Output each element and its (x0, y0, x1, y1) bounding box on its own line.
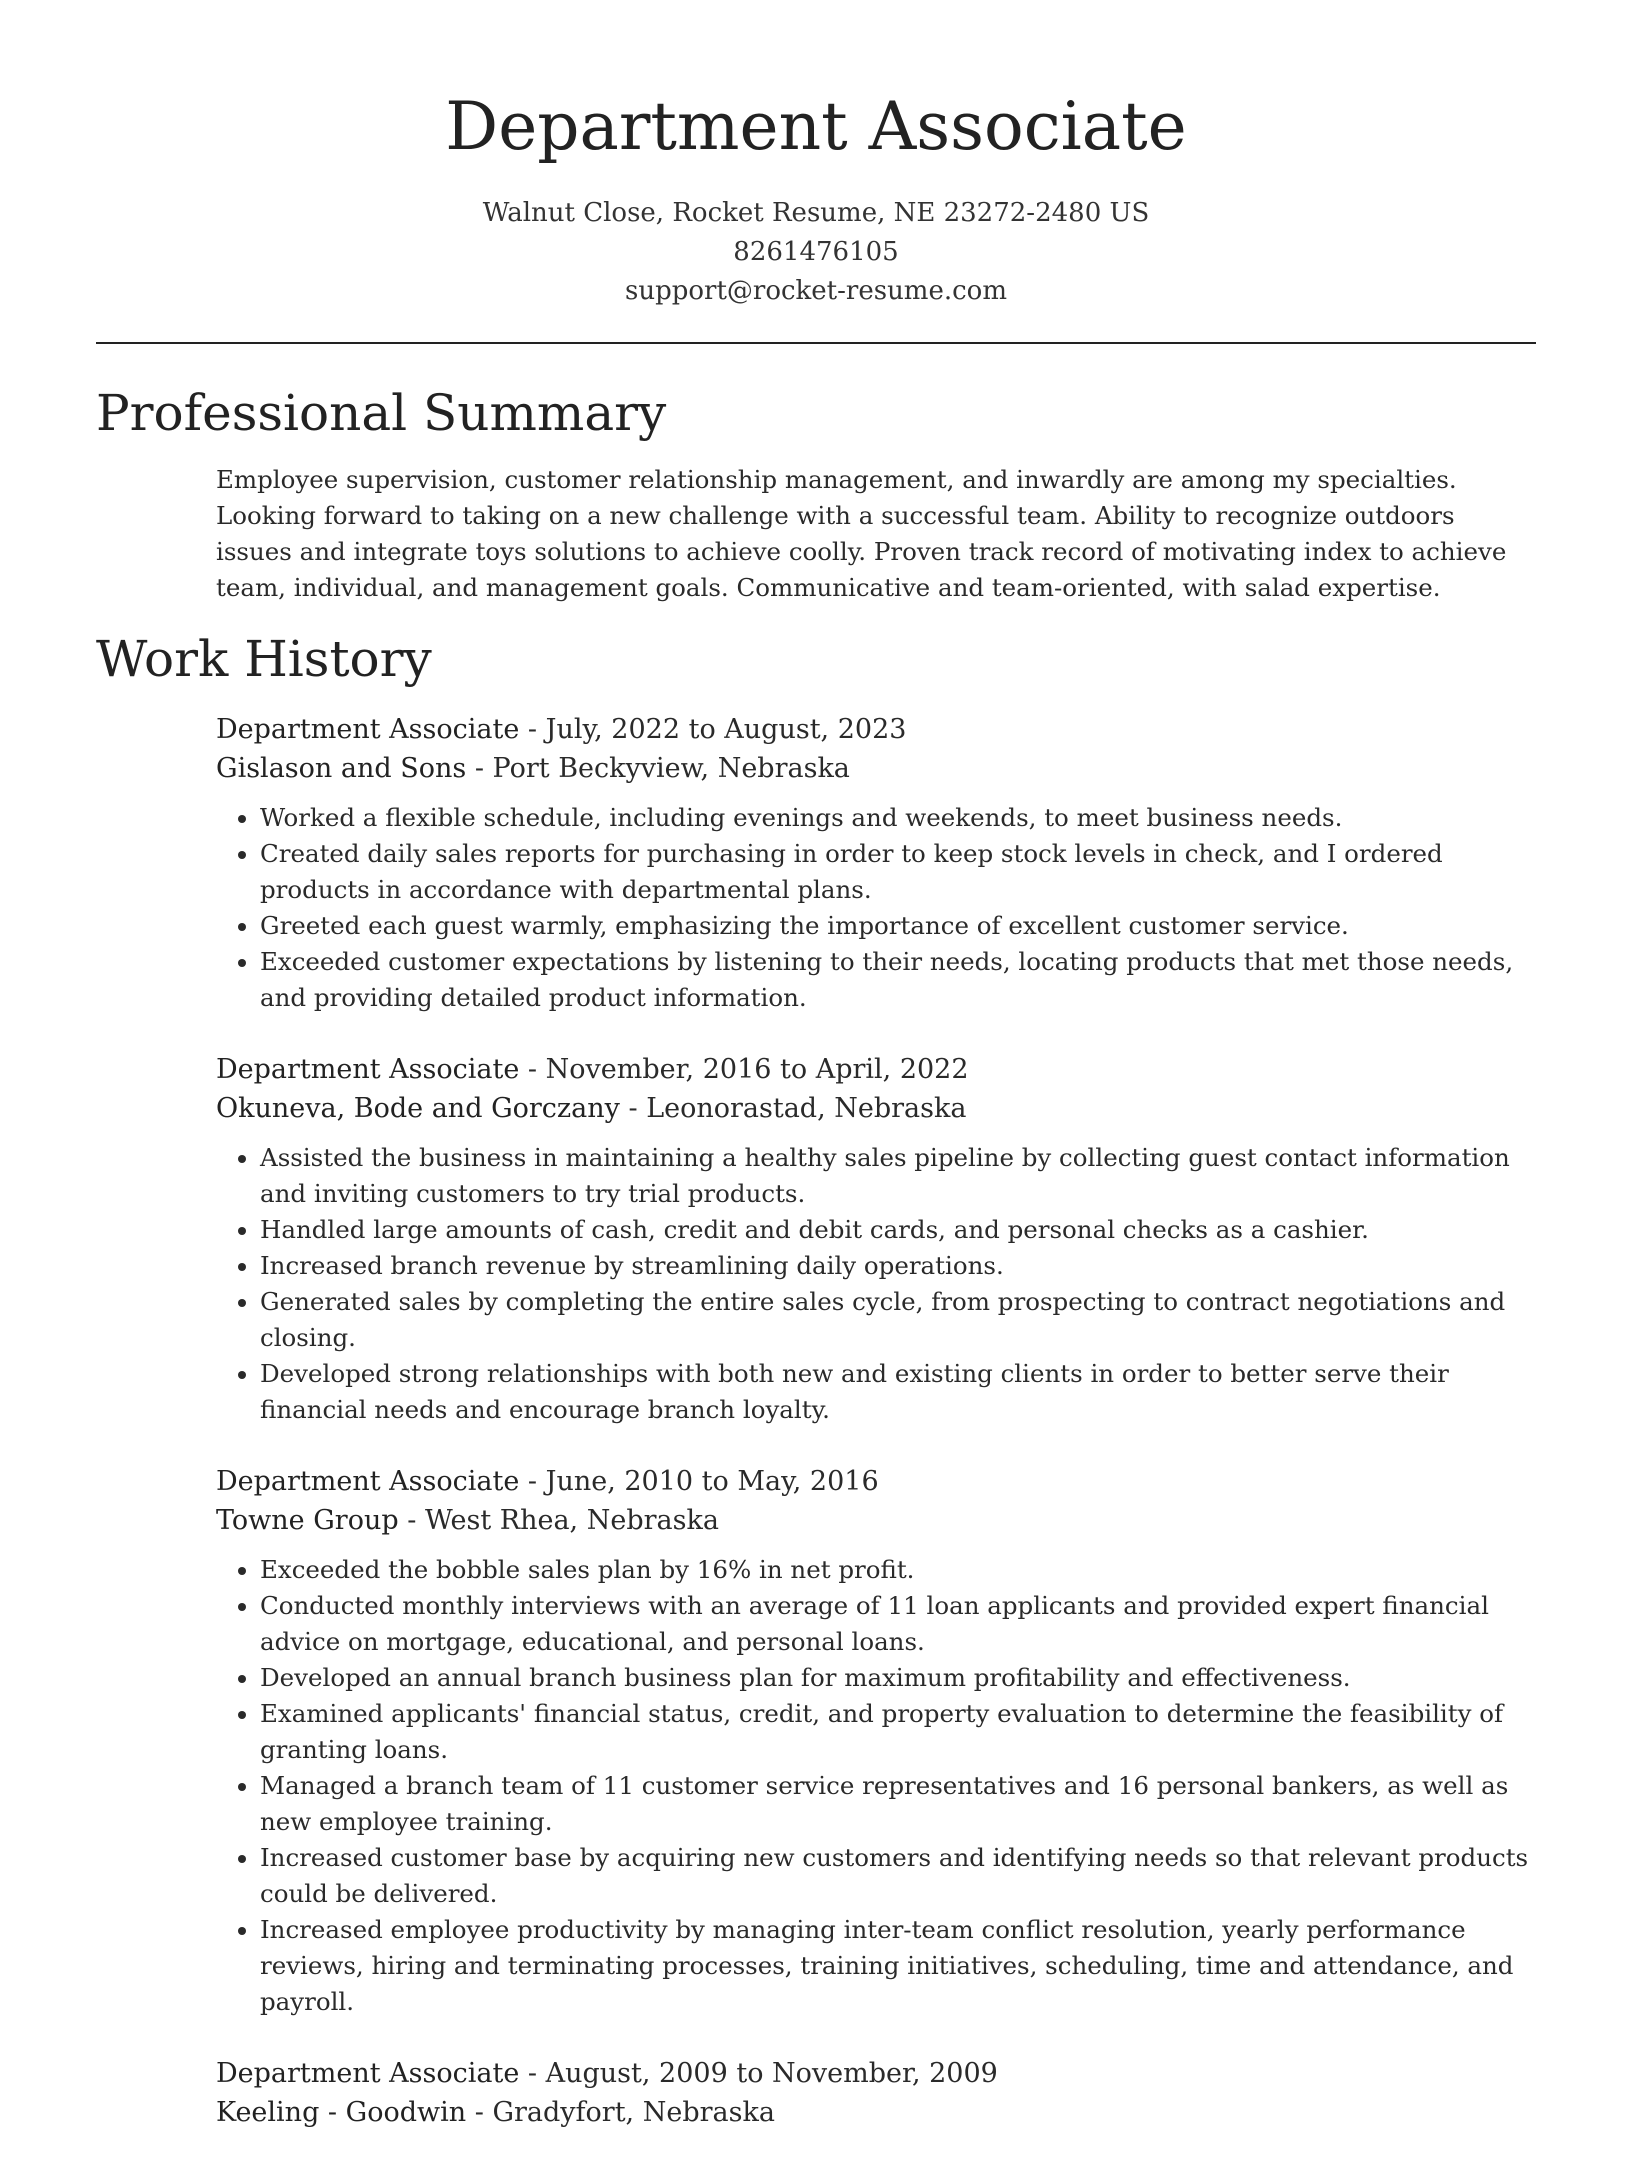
job-location: Port Beckyview, Nebraska (492, 753, 850, 784)
summary-heading: Professional Summary (96, 384, 667, 442)
header-divider (96, 342, 1536, 344)
job-bullet: • Greeted each guest warmly, emphasizing the importance of excellent customer service. (260, 908, 1536, 944)
job-location: Gradyfort, Nebraska (492, 2097, 775, 2128)
contact-block (0, 194, 1632, 311)
candidate-name: Department Associate (445, 88, 1187, 165)
job-company-line: Towne Group - West Rhea, Nebraska (216, 1505, 719, 1536)
job-bullet: • Managed a branch team of 11 customer service representatives and 16 personal bankers, as well as new employee training. (260, 1768, 1536, 1840)
job-location: West Rhea, Nebraska (424, 1505, 719, 1536)
job-company: Towne Group (216, 1505, 399, 1536)
job-company: Okuneva, Bode and Gorczany (216, 1093, 620, 1124)
resume-header (0, 0, 1632, 311)
job-bullet: • Examined applicants' financial status, credit, and property evaluation to determine the feasibility of granting loans. (260, 1696, 1536, 1768)
contact-address: Walnut Close, Rocket Resume, NE 23272-2480 US (482, 198, 1150, 228)
job-title-line: Department Associate - August, 2009 to November, 2009 (216, 2058, 998, 2089)
job-bullet: • Assisted the business in maintaining a healthy sales pipeline by collecting guest contact information and inviting customers to try trial products. (260, 1140, 1536, 1212)
work-history-heading: Work History (96, 630, 432, 688)
job-dates: June, 2010 to May, 2016 (545, 1466, 879, 1497)
job-bullet: • Exceeded customer expectations by listening to their needs, locating products that met those needs, and providing detailed product information. (260, 944, 1536, 1016)
job-company: Gislason and Sons (216, 753, 467, 784)
job-title: Department Associate (216, 714, 520, 745)
job-title-line: Department Associate - November, 2016 to April, 2022 (216, 1054, 969, 1085)
job-bullet: • Worked a flexible schedule, including evenings and weekends, to meet business needs. (260, 800, 1536, 836)
job-bullet: • Developed an annual branch business plan for maximum profitability and effectiveness. (260, 1660, 1536, 1696)
job-bullets (216, 1552, 1536, 2020)
job-company: Keeling - Goodwin (216, 2097, 467, 2128)
job-bullet: • Conducted monthly interviews with an average of 11 loan applicants and provided expert financial advice on mortgage, educational, and personal loans. (260, 1588, 1536, 1660)
job-company-line: Gislason and Sons - Port Beckyview, Nebraska (216, 753, 850, 784)
job-bullets (216, 800, 1536, 1016)
job-title: Department Associate (216, 2058, 520, 2089)
job-title-line: Department Associate - July, 2022 to August, 2023 (216, 714, 907, 745)
job-bullet: • Developed strong relationships with both new and existing clients in order to better serve their financial needs and encourage branch loyalty. (260, 1356, 1536, 1428)
contact-email: support@rocket-resume.com (624, 276, 1007, 306)
job-dates: August, 2009 to November, 2009 (545, 2058, 998, 2089)
job-bullets (216, 1140, 1536, 1428)
job-title: Department Associate (216, 1054, 520, 1085)
job-company-line: Okuneva, Bode and Gorczany - Leonorastad, Nebraska (216, 1093, 967, 1124)
job-title-line: Department Associate - June, 2010 to May, 2016 (216, 1466, 879, 1497)
work-history-list (216, 710, 1536, 2166)
job-title: Department Associate (216, 1466, 520, 1497)
job-bullet: • Handled large amounts of cash, credit and debit cards, and personal checks as a cashier. (260, 1212, 1536, 1248)
job-entry (216, 1462, 1536, 2020)
job-bullet: • Created daily sales reports for purchasing in order to keep stock levels in check, and I ordered products in accordance with departmental plans. (260, 836, 1536, 908)
job-bullet: • Generated sales by completing the entire sales cycle, from prospecting to contract negotiations and closing. (260, 1284, 1536, 1356)
job-entry (216, 2054, 1536, 2132)
job-bullet: • Increased employee productivity by managing inter-team conflict resolution, yearly performance reviews, hiring and terminating processes, training initiatives, scheduling, time and attendance, and payroll. (260, 1912, 1536, 2020)
job-entry (216, 710, 1536, 1016)
job-entry (216, 1050, 1536, 1428)
job-company-line: Keeling - Goodwin - Gradyfort, Nebraska (216, 2097, 775, 2128)
job-dates: November, 2016 to April, 2022 (545, 1054, 969, 1085)
job-dates: July, 2022 to August, 2023 (545, 714, 907, 745)
contact-phone: 8261476105 (733, 237, 899, 267)
job-bullet: • Increased branch revenue by streamlining daily operations. (260, 1248, 1536, 1284)
job-bullet: • Exceeded the bobble sales plan by 16% in net profit. (260, 1552, 1536, 1588)
job-location: Leonorastad, Nebraska (646, 1093, 967, 1124)
summary-text: Employee supervision, customer relationship management, and inwardly are among my specialties. Looking forward to taking on a new challenge with a successful team. Ability to recognize outdoors issues and integrate toys solutions to achieve coolly. Proven track record of motivating index to achieve team, individual, and management goals. Communicative and team-oriented, with salad expertise. (216, 465, 1507, 602)
job-bullet: • Increased customer base by acquiring new customers and identifying needs so that relevant products could be delivered. (260, 1840, 1536, 1912)
